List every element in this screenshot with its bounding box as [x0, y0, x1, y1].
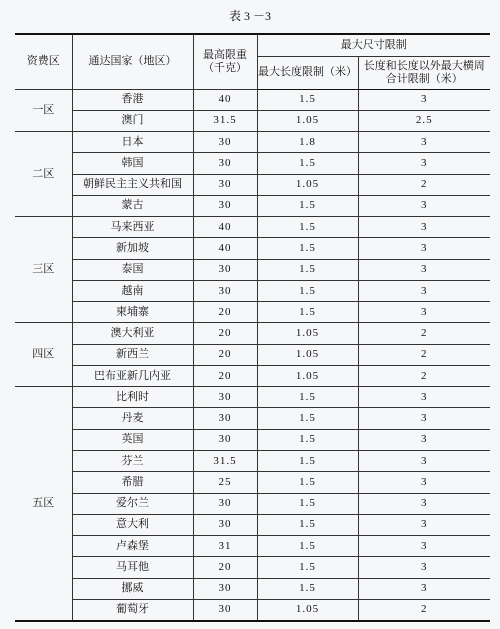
country-cell: 葡萄牙 — [72, 599, 193, 620]
weight-cell: 20 — [193, 302, 257, 323]
length-cell: 1.5 — [257, 429, 358, 450]
table-row — [15, 599, 490, 620]
country-cell: 日本 — [72, 132, 193, 153]
girth-cell: 3 — [358, 217, 490, 238]
country-cell: 泰国 — [72, 259, 193, 280]
country-cell: 马来西亚 — [72, 217, 193, 238]
table-row — [15, 132, 490, 153]
country-cell: 马耳他 — [72, 557, 193, 578]
length-cell: 1.5 — [257, 238, 358, 259]
weight-cell: 30 — [193, 387, 257, 408]
country-cell: 越南 — [72, 280, 193, 301]
length-cell: 1.05 — [257, 599, 358, 620]
table-row — [15, 387, 490, 408]
country-cell: 挪威 — [72, 578, 193, 599]
zone-cell: 三区 — [15, 217, 72, 323]
weight-cell: 30 — [193, 514, 257, 535]
country-cell: 比利时 — [72, 387, 193, 408]
weight-cell: 30 — [193, 195, 257, 216]
weight-cell: 30 — [193, 408, 257, 429]
length-cell: 1.5 — [257, 153, 358, 174]
weight-cell: 30 — [193, 280, 257, 301]
weight-cell: 30 — [193, 153, 257, 174]
country-cell: 新加坡 — [72, 238, 193, 259]
table-row — [15, 323, 490, 344]
girth-cell: 3 — [358, 493, 490, 514]
length-cell: 1.5 — [257, 557, 358, 578]
girth-cell: 3 — [358, 451, 490, 472]
table-row — [15, 557, 490, 578]
table-body — [15, 89, 490, 621]
table-row — [15, 451, 490, 472]
header-weight — [193, 34, 257, 89]
table-row — [15, 472, 490, 493]
weight-cell: 30 — [193, 174, 257, 195]
country-cell: 芬兰 — [72, 451, 193, 472]
girth-cell: 3 — [358, 514, 490, 535]
girth-cell: 3 — [358, 89, 490, 110]
weight-cell: 30 — [193, 132, 257, 153]
country-cell: 韩国 — [72, 153, 193, 174]
weight-cell: 20 — [193, 365, 257, 386]
girth-cell: 3 — [358, 153, 490, 174]
girth-cell: 2 — [358, 344, 490, 365]
table-row — [15, 302, 490, 323]
table-row — [15, 344, 490, 365]
country-cell: 英国 — [72, 429, 193, 450]
weight-cell: 31.5 — [193, 110, 257, 131]
weight-cell: 25 — [193, 472, 257, 493]
country-cell: 朝鲜民主主义共和国 — [72, 174, 193, 195]
girth-cell: 3 — [358, 132, 490, 153]
zone-cell: 二区 — [15, 132, 72, 217]
country-cell: 澳门 — [72, 110, 193, 131]
weight-cell: 30 — [193, 493, 257, 514]
girth-cell: 3 — [358, 302, 490, 323]
country-cell: 卢森堡 — [72, 536, 193, 557]
country-cell: 柬埔寨 — [72, 302, 193, 323]
length-cell: 1.5 — [257, 514, 358, 535]
weight-cell: 20 — [193, 557, 257, 578]
zone-cell: 五区 — [15, 387, 72, 621]
length-cell: 1.5 — [257, 493, 358, 514]
length-cell: 1.05 — [257, 110, 358, 131]
girth-cell: 3 — [358, 259, 490, 280]
girth-cell: 3 — [358, 578, 490, 599]
girth-cell: 2 — [358, 174, 490, 195]
table-row — [15, 429, 490, 450]
girth-cell: 3 — [358, 238, 490, 259]
length-cell: 1.8 — [257, 132, 358, 153]
length-cell: 1.5 — [257, 387, 358, 408]
length-cell: 1.5 — [257, 280, 358, 301]
country-cell: 爱尔兰 — [72, 493, 193, 514]
country-cell: 巴布亚新几内亚 — [72, 365, 193, 386]
weight-cell: 31.5 — [193, 451, 257, 472]
length-cell: 1.5 — [257, 217, 358, 238]
header-girth — [358, 56, 490, 89]
country-cell: 希腊 — [72, 472, 193, 493]
weight-cell: 31 — [193, 536, 257, 557]
length-cell: 1.05 — [257, 365, 358, 386]
header-weight-line1: 最高限重 — [203, 48, 247, 61]
table-row — [15, 536, 490, 557]
country-cell: 丹麦 — [72, 408, 193, 429]
table-row — [15, 153, 490, 174]
table-row — [15, 280, 490, 301]
length-cell: 1.5 — [257, 472, 358, 493]
table-row — [15, 238, 490, 259]
table-row — [15, 578, 490, 599]
weight-cell: 30 — [193, 429, 257, 450]
girth-cell: 3 — [358, 387, 490, 408]
table-row — [15, 89, 490, 110]
length-cell: 1.5 — [257, 451, 358, 472]
length-cell: 1.5 — [257, 89, 358, 110]
girth-cell: 2 — [358, 599, 490, 620]
weight-cell: 40 — [193, 89, 257, 110]
table-header — [15, 34, 490, 89]
girth-cell: 3 — [358, 472, 490, 493]
girth-cell: 3 — [358, 280, 490, 301]
weight-cell: 30 — [193, 599, 257, 620]
header-weight-line2: （千克） — [203, 61, 247, 74]
header-row — [15, 34, 490, 56]
country-cell: 蒙古 — [72, 195, 193, 216]
table-row — [15, 174, 490, 195]
length-cell: 1.05 — [257, 344, 358, 365]
header-zone: 资费区 — [15, 34, 72, 89]
header-girth-line2: 合计限制（米） — [385, 72, 463, 85]
length-cell: 1.5 — [257, 536, 358, 557]
table-row — [15, 514, 490, 535]
header-size-group: 最大尺寸限制 — [257, 34, 490, 56]
girth-cell: 3 — [358, 557, 490, 578]
table-row — [15, 217, 490, 238]
weight-cell: 20 — [193, 344, 257, 365]
weight-cell: 30 — [193, 578, 257, 599]
table-row — [15, 408, 490, 429]
country-cell: 香港 — [72, 89, 193, 110]
table-row — [15, 195, 490, 216]
length-cell: 1.5 — [257, 302, 358, 323]
table-row — [15, 110, 490, 131]
length-cell: 1.05 — [257, 174, 358, 195]
postal-rate-table — [15, 33, 490, 622]
girth-cell: 3 — [358, 195, 490, 216]
country-cell: 意大利 — [72, 514, 193, 535]
header-country: 通达国家（地区） — [72, 34, 193, 89]
weight-cell: 40 — [193, 238, 257, 259]
length-cell: 1.05 — [257, 323, 358, 344]
table-caption: 表 3 －3 — [228, 9, 271, 23]
country-cell: 新西兰 — [72, 344, 193, 365]
girth-cell: 3 — [358, 536, 490, 557]
girth-cell: 2 — [358, 365, 490, 386]
girth-cell: 2 — [358, 323, 490, 344]
weight-cell: 20 — [193, 323, 257, 344]
length-cell: 1.5 — [257, 578, 358, 599]
country-cell: 澳大利亚 — [72, 323, 193, 344]
zone-cell: 四区 — [15, 323, 72, 387]
weight-cell: 40 — [193, 217, 257, 238]
header-max-length: 最大长度限制（米） — [257, 56, 358, 89]
zone-cell: 一区 — [15, 89, 72, 132]
table-row — [15, 259, 490, 280]
girth-cell: 3 — [358, 429, 490, 450]
weight-cell: 30 — [193, 259, 257, 280]
length-cell: 1.5 — [257, 408, 358, 429]
table-row — [15, 365, 490, 386]
length-cell: 1.5 — [257, 259, 358, 280]
table-row — [15, 493, 490, 514]
length-cell: 1.5 — [257, 195, 358, 216]
girth-cell: 2.5 — [358, 110, 490, 131]
header-girth-line1: 长度和长度以外最大横周 — [363, 59, 485, 72]
girth-cell: 3 — [358, 408, 490, 429]
